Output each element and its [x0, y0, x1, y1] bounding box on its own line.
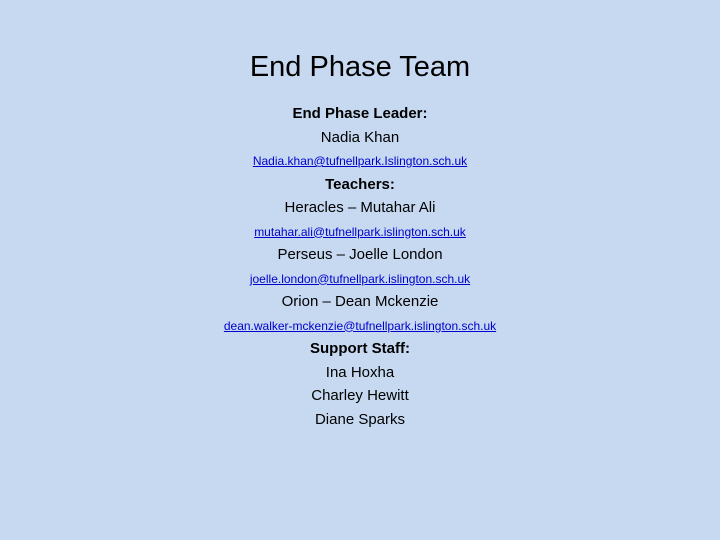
- support-staff-name: Ina Hoxha: [325, 363, 395, 381]
- team-list: [0, 102, 720, 431]
- leader-email-link[interactable]: Nadia.khan@tufnellpark.Islington.sch.uk: [252, 154, 468, 168]
- teacher-name: Heracles – Mutahar Ali: [284, 199, 436, 216]
- teachers-heading: Teachers:: [325, 175, 395, 193]
- leader-name: Nadia Khan: [320, 128, 400, 146]
- support-staff-name: Diane Sparks: [314, 410, 406, 428]
- teacher-email-link[interactable]: dean.walker-mckenzie@tufnellpark.islington.sch.uk: [223, 318, 497, 333]
- teacher-email-link[interactable]: mutahar.ali@tufnellpark.islington.sch.uk: [254, 224, 466, 239]
- leader-heading: End Phase Leader:: [292, 105, 428, 122]
- teacher-email-link[interactable]: joelle.london@tufnellpark.islington.sch.uk: [249, 271, 471, 286]
- support-staff-heading: Support Staff:: [310, 340, 410, 357]
- slide-title: End Phase Team: [249, 51, 471, 83]
- support-staff-name: Charley Hewitt: [311, 387, 409, 404]
- teacher-name: Perseus – Joelle London: [277, 246, 443, 263]
- teacher-name: Orion – Dean Mckenzie: [281, 293, 439, 310]
